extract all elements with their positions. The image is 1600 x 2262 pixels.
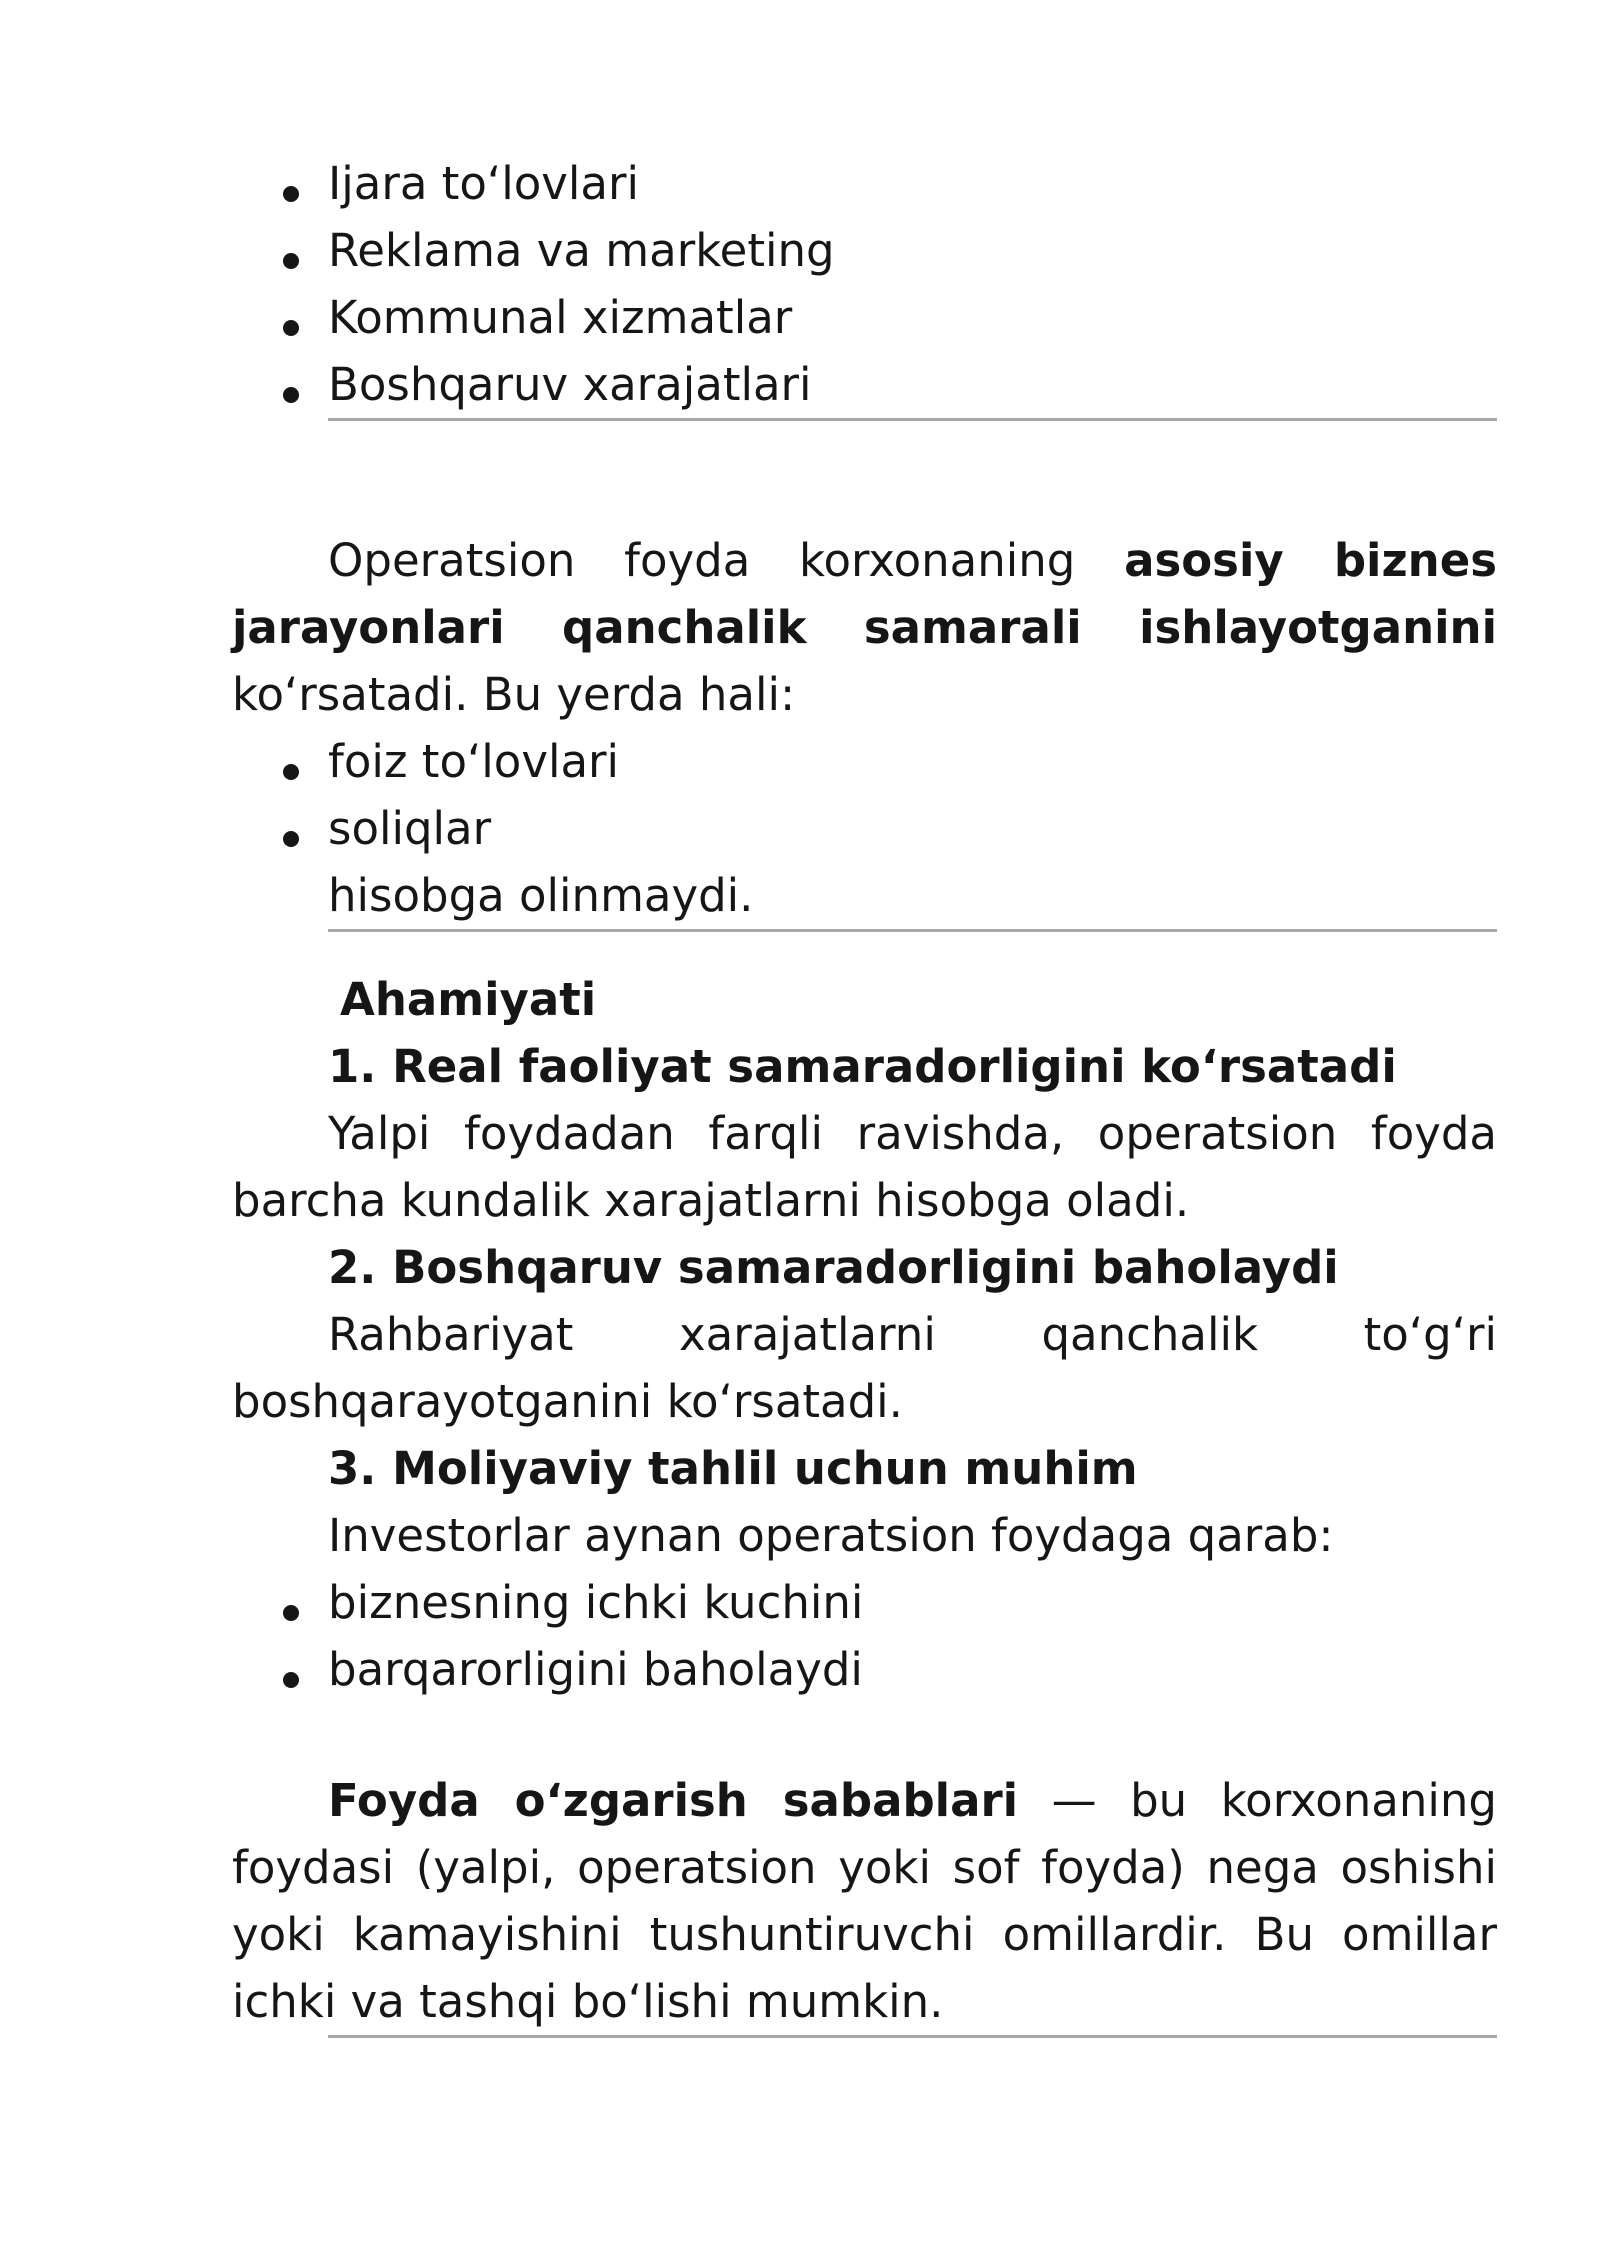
profit-change-paragraph: Foyda o‘zgarish sabablari — bu korxonaning foydasi (yalpi, operatsion yoki sof foyda) nega oshishi yoki kamayishini tushuntiruvchi omillardir. Bu omillar ichki va tashqi bo‘lishi mumkin. [232,1774,1497,2028]
not-included-list [232,728,1497,862]
point-text: Rahbariyat xarajatlarni qanchalik to‘g‘ri boshqarayotganini ko‘rsatadi. [232,1308,1497,1428]
list-item: barqarorligini baholaydi [232,1636,1497,1703]
list-item: biznesning ichki kuchini [232,1569,1497,1636]
divider [328,2035,1497,2038]
term-text: Foyda o‘zgarish sabablari [328,1774,1019,1827]
point-heading: 3. Moliyaviy tahlil uchun muhim [328,1442,1138,1495]
expenses-list [232,150,1497,418]
bullet-icon [283,387,299,403]
bullet-icon [283,1672,299,1688]
bullet-icon [283,253,299,269]
emphasis-text: asosiy biznes jarayonlari qanchalik samarali ishlayotganini [232,534,1497,654]
bullet-icon [283,831,299,847]
point-text: Investorlar aynan operatsion foydaga qarab: [328,1509,1334,1562]
bullet-icon [283,764,299,780]
list-item: Reklama va marketing [232,217,1497,284]
closing-line: hisobga olinmaydi. [328,869,754,922]
point-heading: 1. Real faoliyat samaradorligini ko‘rsatadi [328,1040,1397,1093]
point-text: Yalpi foydadan farqli ravishda, operatsion foyda barcha kundalik xarajatlarni hisobga oladi. [232,1107,1497,1227]
point-heading: 2. Boshqaruv samaradorligini baholaydi [328,1241,1339,1294]
investor-list [232,1569,1497,1703]
operating-profit-paragraph: Operatsion foyda korxonaning asosiy biznes jarayonlari qanchalik samarali ishlayotganini ko‘rsatadi. Bu yerda hali: [232,534,1497,721]
document-page [232,150,1497,2038]
bullet-icon [283,320,299,336]
section-title: Ahamiyati [340,973,597,1026]
list-item: foiz to‘lovlari [232,728,1497,795]
list-item: Ijara to‘lovlari [232,150,1497,217]
bullet-icon [283,1605,299,1621]
list-item: Boshqaruv xarajatlari [232,351,1497,418]
bullet-icon [283,186,299,202]
list-item: soliqlar [232,795,1497,862]
list-item: Kommunal xizmatlar [232,284,1497,351]
